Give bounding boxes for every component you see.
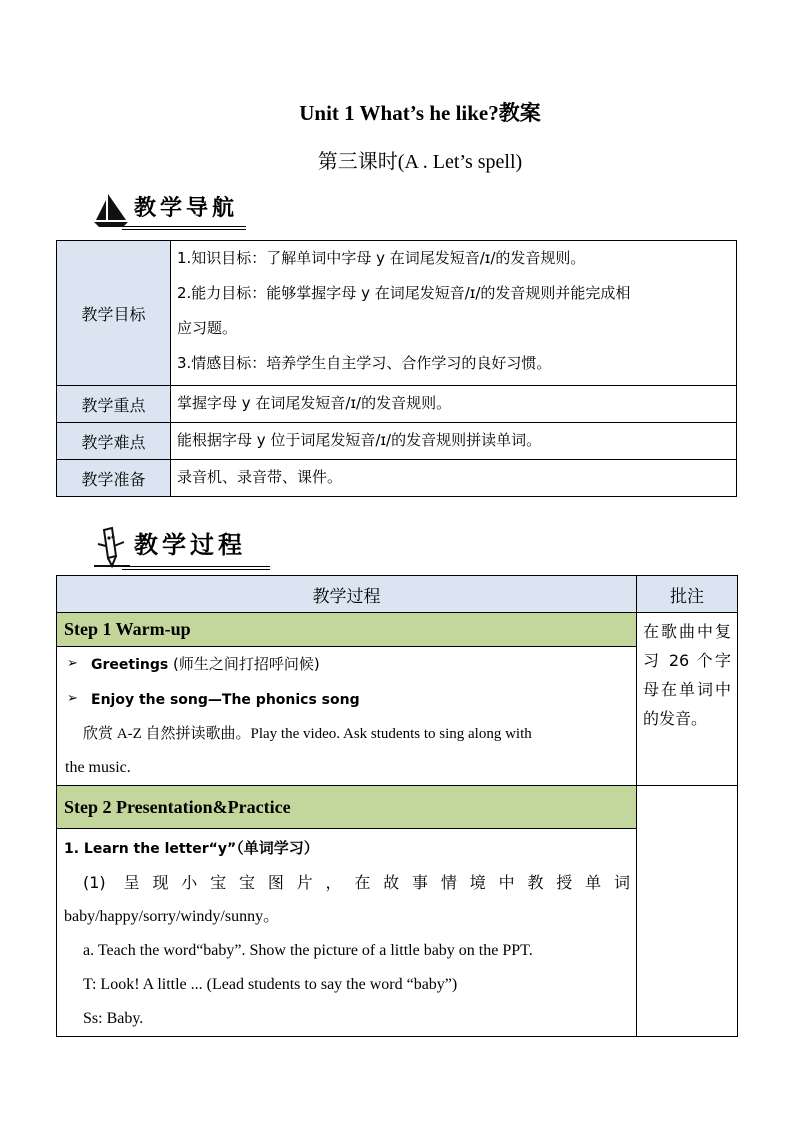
document-subtitle: 第三课时(A . Let’s spell) [317,151,523,173]
list-item: ➢ Enjoy the song—The phonics song [57,682,636,717]
step2-line: Ss: Baby. [83,1010,144,1027]
goal-line: 3.情感目标：培养学生自主学习、合作学习的良好习惯。 [177,354,552,372]
step2-line: (1) 呈现小宝宝图片，在故事情境中教授单词 [83,873,630,892]
step2-title: Step 2 Presentation&Practice [57,786,637,829]
step2-body [57,829,637,1037]
goal-label: 教学目标 [57,241,171,386]
list-item: ➢ Greetings (师生之间打招呼问候) [57,647,636,682]
goal-content [171,241,737,386]
difficulty-text: 能根据字母 y 位于词尾发短音/ɪ/的发音规则拼读单词。 [177,431,542,449]
pencil-figure-icon [92,526,132,570]
process-table [56,575,738,1037]
preparation-text: 录音机、录音带、课件。 [177,468,343,486]
step2-line: T: Look! A little ... (Lead students to say the word “baby”) [83,976,458,993]
banner-guide-text: 教学导航 [134,196,239,221]
preparation-label: 教学准备 [57,460,171,497]
step2-line: baby/happy/sorry/windy/sunny。 [64,908,280,925]
objectives-table [56,240,737,497]
goal-line: 2.能力目标：能够掌握字母 y 在词尾发短音/ɪ/的发音规则并能完成相 [177,284,631,302]
step1-line: 欣赏 A-Z 自然拼读歌曲。Play the video. Ask students to sing along with [83,726,532,742]
process-column-header: 教学过程 [57,576,637,613]
note-column-header: 批注 [637,576,738,613]
difficulty-label: 教学难点 [57,423,171,460]
step2-note [637,786,738,1037]
banner-process-text: 教学过程 [134,531,246,559]
banner-teaching-process [92,526,270,570]
step1-body [57,647,637,786]
step2-subheading: 1. Learn the letter“y”（单词学习） [64,839,319,857]
arrow-bullet-icon: ➢ [67,656,78,671]
step2-line: a. Teach the word“baby”. Show the picture of a little baby on the PPT. [83,942,533,959]
step1-line: the music. [65,759,131,776]
step1-title: Step 1 Warm-up [57,613,637,647]
step1-note: 在歌曲中复习 26 个字母在单词中的发音。 [637,613,738,786]
key-label: 教学重点 [57,386,171,423]
key-text: 掌握字母 y 在词尾发短音/ɪ/的发音规则。 [177,394,452,412]
goal-line: 1.知识目标：了解单词中字母 y 在词尾发短音/ɪ/的发音规则。 [177,249,586,267]
arrow-bullet-icon: ➢ [67,691,78,706]
goal-line: 应习题。 [177,319,238,337]
document-title: Unit 1 What’s he like?教案 [299,101,541,125]
sailboat-icon [92,190,130,230]
banner-teaching-guide [92,190,246,230]
